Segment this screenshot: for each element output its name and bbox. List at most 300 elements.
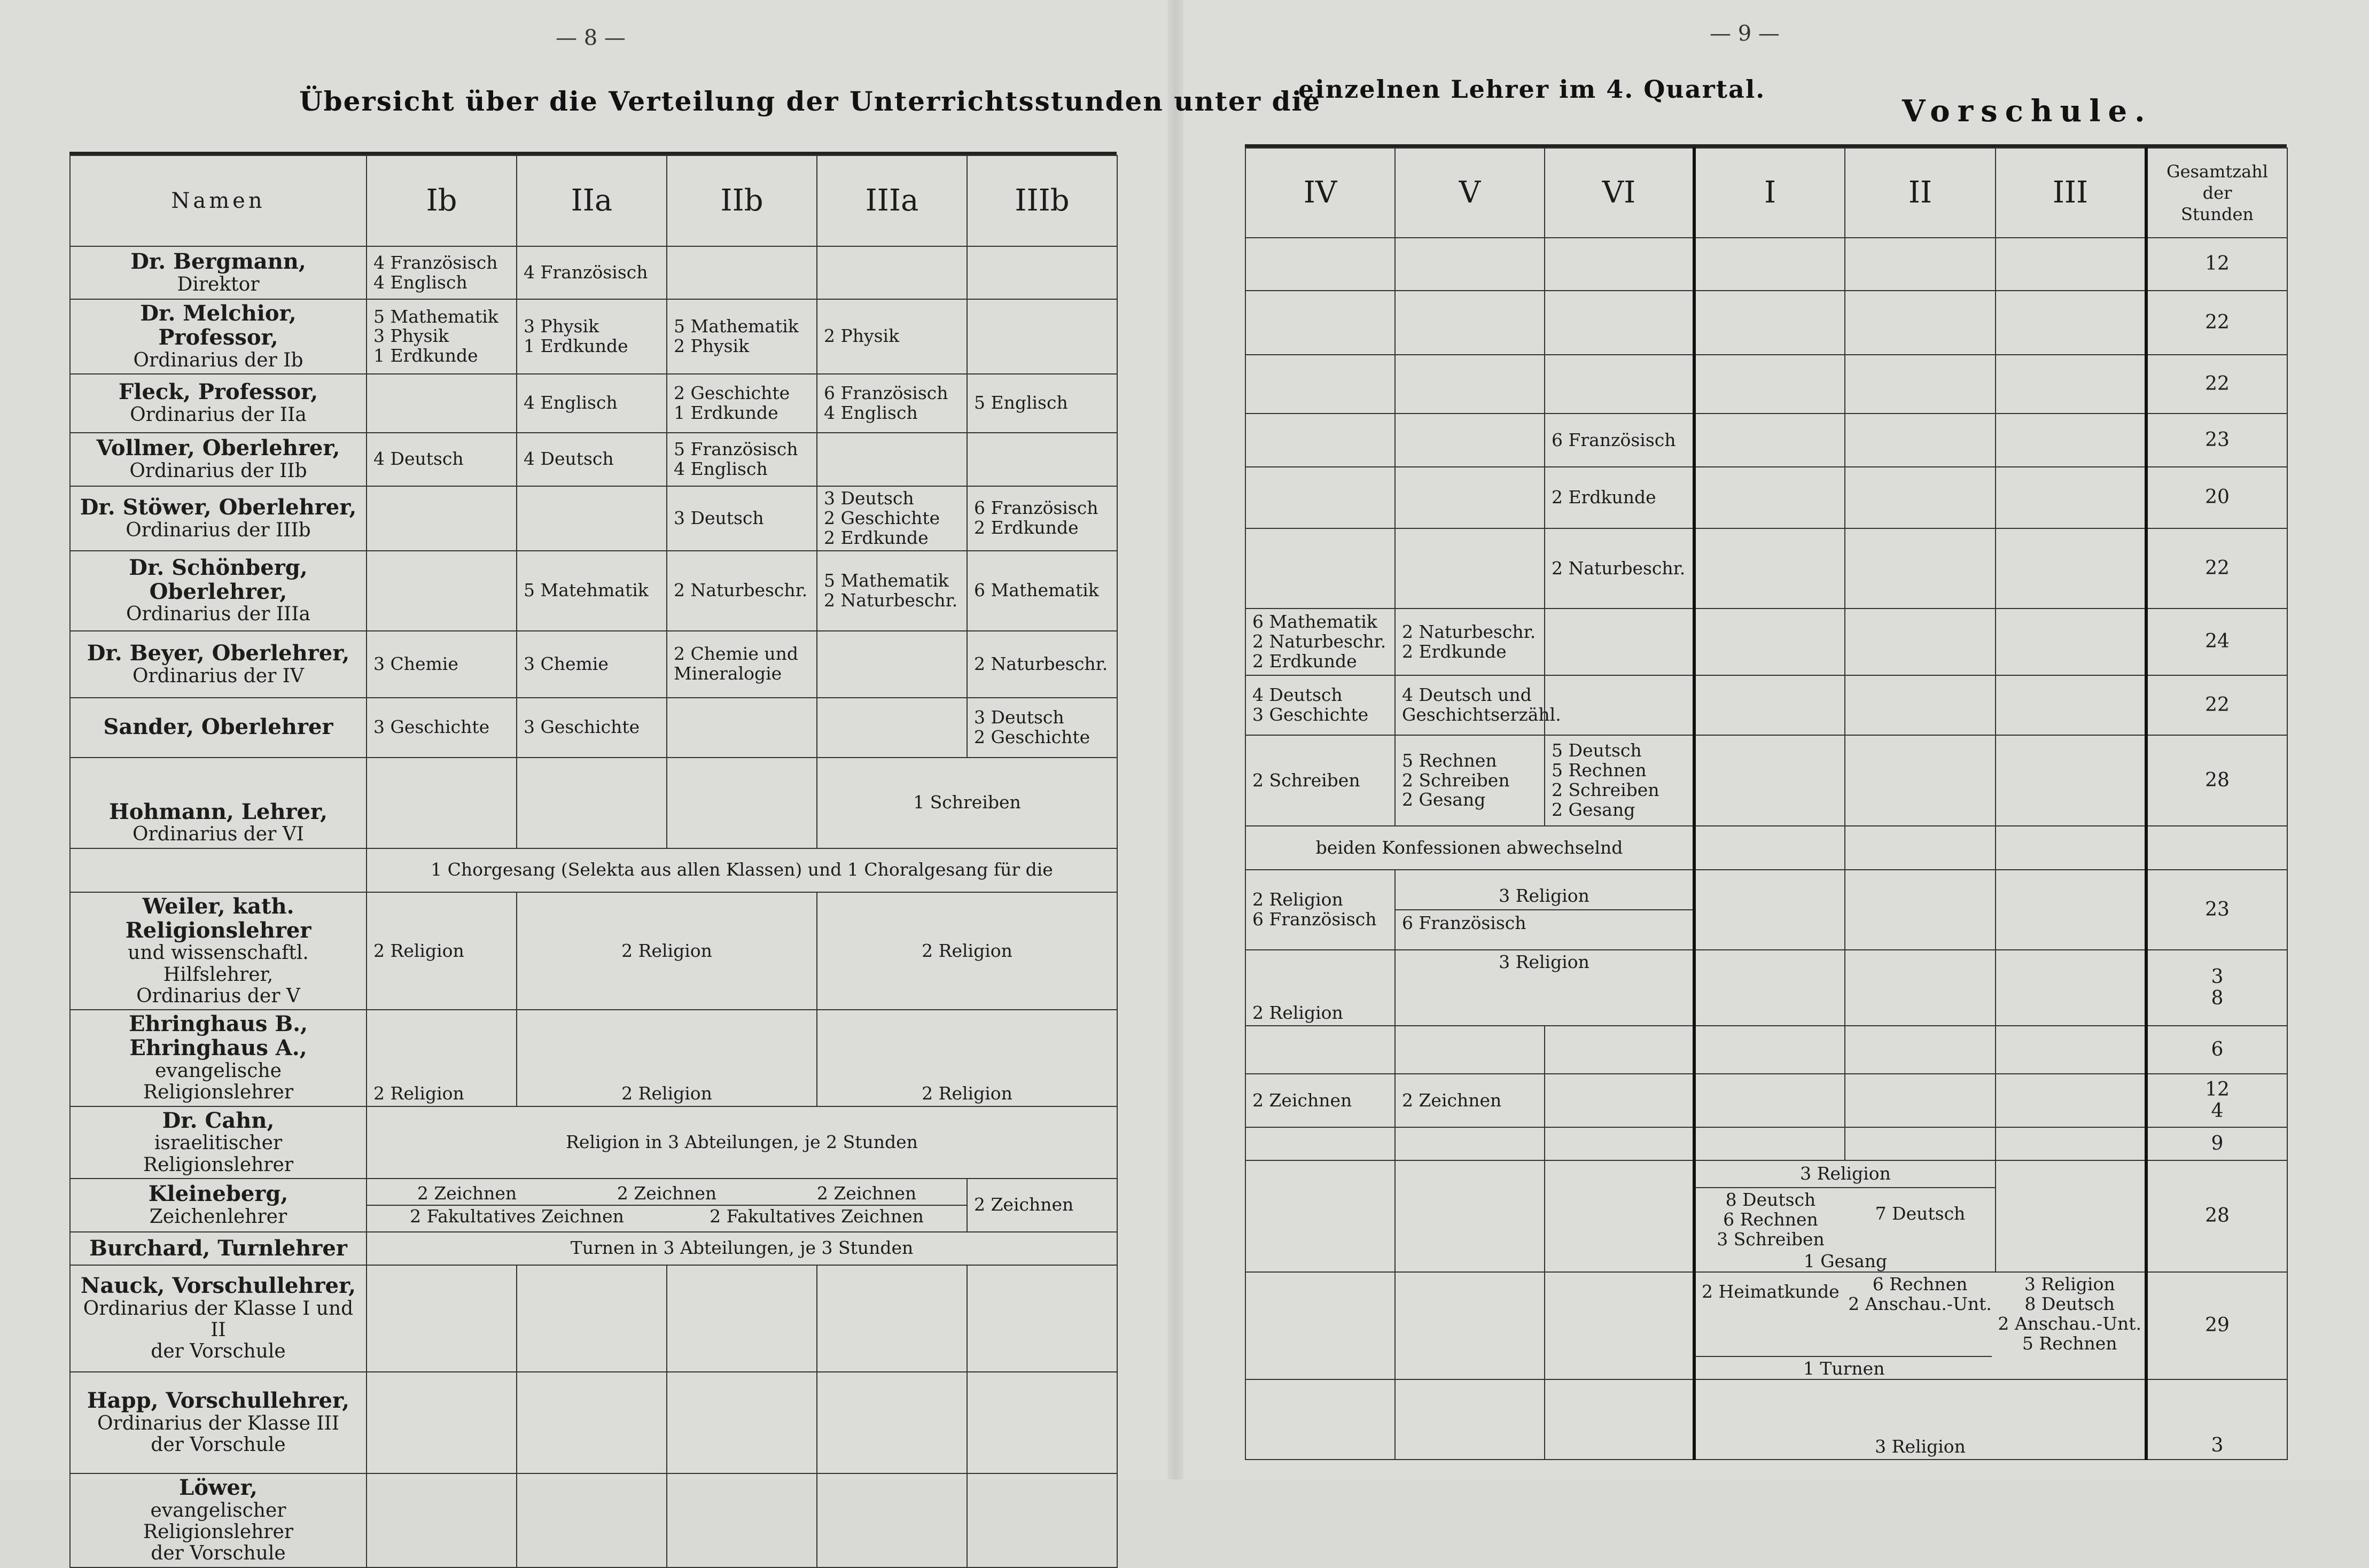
page-heading-left: Übersicht über die Verteilung der Unterrichtsstunden unter die [299, 85, 1321, 117]
cell-iia: 4 Deutsch [517, 433, 667, 486]
cell-iv [1245, 1127, 1395, 1160]
cell-iib [667, 1265, 817, 1372]
cell-iv [1245, 238, 1395, 291]
teacher-role: Ordinarius der Klasse III [97, 1413, 339, 1435]
cell-iib: 5 Mathematik 2 Physik [667, 299, 817, 374]
cell-vi [1545, 1160, 1694, 1272]
teacher-cell [70, 698, 367, 758]
table-row [70, 631, 1117, 698]
table-row [1245, 950, 2287, 1026]
cell-vor-iii [1996, 1074, 2146, 1127]
cell-vor-i [1694, 870, 1845, 950]
cell-vor-ii [1845, 467, 1996, 528]
cell-vor-i [1694, 735, 1845, 826]
cell-vor-iii [1996, 735, 2146, 826]
cell-v: 5 Rechnen 2 Schreiben 2 Gesang [1395, 735, 1545, 826]
cell-total: 3 [2146, 1379, 2287, 1460]
teacher-name: Happ, Vorschullehrer, [87, 1388, 350, 1414]
cell-ib: 5 Mathematik 3 Physik 1 Erdkunde [367, 299, 517, 374]
cell-vor-ii [1845, 355, 1996, 414]
cell-iib: 2 Chemie und Mineralogie [667, 631, 817, 698]
cell-iiib: 5 Englisch [967, 374, 1117, 433]
cell-vor-ii [1845, 414, 1996, 467]
cell-iiib [967, 1473, 1117, 1567]
cell-iia-iib: 2 Religion [517, 1010, 817, 1106]
table-row [1245, 528, 2287, 609]
teacher-role: Ordinarius der VI [133, 823, 304, 846]
lesson-table-right [1245, 147, 2288, 1460]
table-row [70, 758, 1117, 848]
teacher-name: Dr. Beyer, Oberlehrer, [87, 640, 350, 666]
teacher-cell [70, 758, 367, 848]
table-row [1245, 826, 2287, 870]
cell-iiia [817, 698, 967, 758]
cell-vor-ii [1845, 1074, 1996, 1127]
choir-note: 1 Chorgesang (Selekta aus allen Klassen) und 1 Choralgesang für die [367, 848, 1117, 892]
cell-vor-iii [1996, 1026, 2146, 1074]
cell-vor-ii [1845, 1127, 1996, 1160]
teacher-cell [70, 1179, 367, 1232]
cell-iiia: 2 Physik [817, 299, 967, 374]
cell-ib: 2 Religion [367, 892, 517, 1010]
teacher-role: der Vorschule [151, 1542, 286, 1565]
kleineberg-zeichnen-row [367, 1183, 967, 1206]
table-row [1245, 1160, 2287, 1272]
table-row [1245, 238, 2287, 291]
teacher-name: Dr. Stöwer, Oberlehrer, [80, 494, 357, 520]
cell-ib [367, 374, 517, 433]
cell-iia [517, 486, 667, 551]
table-row [1245, 1272, 2287, 1379]
cell-total: 12 [2146, 238, 2287, 291]
cell-vor-iii [1996, 414, 2146, 467]
table-row [70, 374, 1117, 433]
cell-vor-ii [1845, 528, 1996, 609]
col-header-total: Gesamtzahl der Stunden [2146, 148, 2287, 238]
cell-iib: 3 Deutsch [667, 486, 817, 551]
teacher-role: israelitischer Religionslehrer [143, 1132, 294, 1176]
col-header-vor-ii: II [1845, 148, 1996, 238]
happ-vor-ii: 6 Rechnen 2 Anschau.-Unt. [1848, 1273, 1992, 1314]
cell-iiib [967, 246, 1117, 299]
table-row [70, 1179, 1117, 1232]
cell-v [1395, 1160, 1545, 1272]
cell-vi: 5 Deutsch 5 Rechnen 2 Schreiben 2 Gesang [1545, 735, 1694, 826]
teacher-role: und wissenschaftl. Hilfslehrer, [128, 942, 309, 986]
cell-total: 24 [2146, 609, 2287, 675]
cell-v [1395, 1272, 1545, 1379]
cell-ib: 2 Religion [367, 1010, 517, 1106]
kleineberg-lessons [367, 1179, 967, 1232]
cell-v [1395, 1127, 1545, 1160]
cell-iiib: 6 Mathematik [967, 551, 1117, 631]
table-row [70, 246, 1117, 299]
teacher-role: Ordinarius der IIb [129, 460, 307, 482]
table-row [1245, 870, 2287, 950]
cell-iiib: 2 Naturbeschr. [967, 631, 1117, 698]
cell-iia: 3 Chemie [517, 631, 667, 698]
cell-vor-i [1694, 238, 1845, 291]
cell-v [1395, 1026, 1545, 1074]
table-row [70, 299, 1117, 374]
cell-total: 22 [2146, 675, 2287, 735]
cell-ib: 3 Chemie [367, 631, 517, 698]
cell-iia [517, 1473, 667, 1567]
teacher-cell [70, 1106, 367, 1179]
cell-total: 23 [2146, 870, 2287, 950]
col-header-iiia: IIIa [817, 155, 967, 246]
cell-vi [1545, 355, 1694, 414]
cell-iv [1245, 1160, 1395, 1272]
teacher-cell [70, 374, 367, 433]
cell-iiib [967, 299, 1117, 374]
cell-ib [367, 551, 517, 631]
cell-iv [1245, 528, 1395, 609]
cell-total: 22 [2146, 291, 2287, 355]
cell-iiia-iiib: 2 Religion [817, 892, 1117, 1010]
cell-ib-iia: 2 Zeichnen [417, 1182, 517, 1204]
cell-vor-iii [1996, 467, 2146, 528]
nauck-vor-ii: 7 Deutsch [1875, 1203, 1966, 1224]
lesson-table-left [69, 155, 1118, 1568]
col-header-iv: IV [1245, 148, 1395, 238]
cell-vi: 2 Erdkunde [1545, 467, 1694, 528]
table-row [1245, 1127, 2287, 1160]
cell-vor-ii [1845, 870, 1996, 950]
cell-ib [367, 1473, 517, 1567]
header-row [70, 155, 1117, 246]
cell-iiia: 2 Zeichnen [816, 1182, 917, 1204]
teacher-name: Ehringhaus B., [128, 1011, 308, 1037]
nauck-vor-i: 8 Deutsch 6 Rechnen 3 Schreiben [1717, 1189, 1825, 1250]
col-header-v: V [1395, 148, 1545, 238]
col-header-iia: IIa [517, 155, 667, 246]
cell-v [1395, 355, 1545, 414]
cell-total: 20 [2146, 467, 2287, 528]
cell-iiia-iiib: 1 Schreiben [817, 758, 1117, 848]
teacher-role: Zeichenlehrer [149, 1206, 287, 1228]
teacher-cell [70, 551, 367, 631]
cell-total: 29 [2146, 1272, 2287, 1379]
cell-ib [367, 486, 517, 551]
cell-ib [367, 1372, 517, 1473]
teacher-name: Löwer, [179, 1475, 258, 1500]
cell-iiia: 5 Mathematik 2 Naturbeschr. [817, 551, 967, 631]
empty-name-cell [70, 848, 367, 892]
table-row [70, 1265, 1117, 1372]
table-row [70, 892, 1117, 1010]
teacher-name: Kleineberg, [148, 1181, 289, 1207]
cell-vor-i [1694, 355, 1845, 414]
cell-iiib: 2 Zeichnen [967, 1179, 1117, 1232]
teacher-cell [70, 433, 367, 486]
cell-vor-iii [1996, 870, 2146, 950]
cell-iib [667, 246, 817, 299]
cell-v [1395, 414, 1545, 467]
cell-iv [1245, 414, 1395, 467]
table-row [1245, 735, 2287, 826]
cell-iiia [817, 1473, 967, 1567]
teacher-name: Dr. Melchior, Professor, [140, 301, 297, 350]
cell-vi [1545, 1074, 1694, 1127]
happ-vorschule [1694, 1272, 2146, 1379]
cell-iiib: 3 Deutsch 2 Geschichte [967, 698, 1117, 758]
cell-vor-i [1694, 1127, 1845, 1160]
teacher-cell [70, 1473, 367, 1567]
kleineberg-fakultativ-row [367, 1206, 967, 1228]
cell-iiib [967, 433, 1117, 486]
teacher-cell [70, 631, 367, 698]
cell-iv: 6 Mathematik 2 Naturbeschr. 2 Erdkunde [1245, 609, 1395, 675]
cell-vor-i [1694, 467, 1845, 528]
table-row [70, 1372, 1117, 1473]
teacher-cell [70, 1232, 367, 1265]
cell-iv: 2 Zeichnen [1245, 1074, 1395, 1127]
cell-vor-iii [1996, 609, 2146, 675]
teacher-name: Dr. Schönberg, Oberlehrer, [129, 555, 308, 604]
teacher-name: Hohmann, Lehrer, [108, 799, 328, 824]
cell-iiib [967, 1265, 1117, 1372]
cell-iia: 4 Französisch [517, 246, 667, 299]
cell-iia [517, 758, 667, 848]
cell-iib [667, 698, 817, 758]
cell-v [1395, 528, 1545, 609]
cell-ib [367, 1265, 517, 1372]
weiler-franzoesisch: 6 Französisch [1402, 912, 1526, 933]
cell-iib: 5 Französisch 4 Englisch [667, 433, 817, 486]
cell-vor-ii [1845, 950, 1996, 1026]
cell-iia: 4 Englisch [517, 374, 667, 433]
cell-vor-ii [1845, 826, 1996, 870]
teacher-name: Ehringhaus A., [129, 1035, 307, 1061]
table-row [70, 848, 1117, 892]
total-value: 12 [2205, 1078, 2230, 1101]
cell-total [2146, 1074, 2287, 1127]
cell-iiia-iiib: 2 Religion [817, 1010, 1117, 1106]
cell-iia: 5 Matehmatik [517, 551, 667, 631]
book-gutter [1167, 0, 1183, 1479]
cell-total: 28 [2146, 735, 2287, 826]
cell-iia [517, 1265, 667, 1372]
cell-v: 2 Zeichnen [1395, 1074, 1545, 1127]
cell-v [1395, 1379, 1545, 1460]
total-value: 8 [2211, 987, 2224, 1009]
cell-iib: 2 Geschichte 1 Erdkunde [667, 374, 817, 433]
cell-vi [1545, 238, 1694, 291]
cell-total: 28 [2146, 1160, 2287, 1272]
cell-iiib [967, 1372, 1117, 1473]
cell-v [1395, 467, 1545, 528]
cell-vi [1545, 291, 1694, 355]
col-header-vor-i: I [1694, 148, 1845, 238]
table-row [70, 1232, 1117, 1265]
teacher-cell [70, 892, 367, 1010]
cell-iiia: 3 Deutsch 2 Geschichte 2 Erdkunde [817, 486, 967, 551]
cell-vi: 2 Naturbeschr. [1545, 528, 1694, 609]
cell-iiib: 6 Französisch 2 Erdkunde [967, 486, 1117, 551]
cell-iiia [817, 1372, 967, 1473]
col-header-namen: Namen [70, 155, 367, 246]
nauck-gesang: 1 Gesang [1803, 1250, 1888, 1271]
cell-fak2: 2 Fakultatives Zeichnen [710, 1205, 924, 1227]
cell-iib: 2 Naturbeschr. [667, 551, 817, 631]
cell-vor-ii [1845, 1026, 1996, 1074]
table-row [1245, 609, 2287, 675]
weiler-religion: 3 Religion [1396, 883, 1693, 910]
teacher-role: evangelische Religionslehrer [143, 1059, 294, 1104]
loewer-religion: 3 Religion [1694, 1379, 2146, 1460]
cell-vor-iii [1996, 826, 2146, 870]
cell-iiia: 6 Französisch 4 Englisch [817, 374, 967, 433]
cell-total: 22 [2146, 528, 2287, 609]
cell-vi [1545, 1026, 1694, 1074]
col-header-vor-iii: III [1996, 148, 2146, 238]
cell-iib [667, 758, 817, 848]
cell-vor-i [1694, 950, 1845, 1026]
col-header-vi: VI [1545, 148, 1694, 238]
header-row [1245, 148, 2287, 238]
cell-iv: 2 Religion [1245, 950, 1395, 1026]
happ-vor-i: 2 Heimatkunde [1701, 1281, 1840, 1302]
table-row [1245, 1074, 2287, 1127]
teacher-role: evangelischer Religionslehrer [143, 1499, 294, 1543]
cell-iib [667, 1372, 817, 1473]
cell-vor-i [1694, 414, 1845, 467]
ehringhaus-v-vi: 3 Religion [1395, 950, 1694, 1026]
cell-total: 6 [2146, 1026, 2287, 1074]
cell-vor-iii [1996, 355, 2146, 414]
happ-lessons [1696, 1273, 2145, 1356]
cell-vi [1545, 1127, 1694, 1160]
page-number-right: — 9 — [1710, 21, 1780, 46]
cell-vor-iii [1996, 675, 2146, 735]
cell-iv: 4 Deutsch 3 Geschichte [1245, 675, 1395, 735]
teacher-name: Weiler, kath. Religionslehrer [125, 893, 311, 943]
cell-vor-iii [1996, 1160, 2146, 1272]
cell-total [2146, 826, 2287, 870]
teacher-role: der Vorschule [151, 1340, 286, 1363]
cell-iv [1245, 1026, 1395, 1074]
teacher-cell [70, 1265, 367, 1372]
table-row [1245, 355, 2287, 414]
page-heading-right: einzelnen Lehrer im 4. Quartal. [1298, 75, 1766, 104]
cell-iv [1245, 291, 1395, 355]
cell-fak1: 2 Fakultatives Zeichnen [410, 1205, 624, 1227]
cell-iib: 2 Zeichnen [617, 1182, 717, 1204]
cell-v [1395, 291, 1545, 355]
table-row [1245, 467, 2287, 528]
cell-vor-i [1694, 826, 1845, 870]
cell-vor-iii [1996, 238, 2146, 291]
teacher-name: Dr. Cahn, [162, 1107, 275, 1133]
cell-vor-iii [1996, 1127, 2146, 1160]
col-header-iiib: IIIb [967, 155, 1117, 246]
cell-iiia [817, 1265, 967, 1372]
cell-vor-iii [1996, 950, 2146, 1026]
weiler-v-vi [1395, 870, 1694, 950]
cell-vi: 6 Französisch [1545, 414, 1694, 467]
cell-v [1395, 238, 1545, 291]
cell-iiia [817, 246, 967, 299]
teacher-name: Nauck, Vorschullehrer, [80, 1273, 356, 1299]
choir-note-cont: beiden Konfessionen abwechselnd [1245, 826, 1694, 870]
cell-vor-iii [1996, 291, 2146, 355]
teacher-cell [70, 486, 367, 551]
total-value: 4 [2211, 1100, 2224, 1122]
teacher-name: Fleck, Professor, [118, 379, 318, 405]
cell-total: 23 [2146, 414, 2287, 467]
cell-ib: 4 Deutsch [367, 433, 517, 486]
cell-iia-iib: 2 Religion [517, 892, 817, 1010]
col-header-ib: Ib [367, 155, 517, 246]
cell-vor-i [1694, 609, 1845, 675]
cell-vor-i [1694, 291, 1845, 355]
cell-ib: 4 Französisch 4 Englisch [367, 246, 517, 299]
cell-iiia [817, 631, 967, 698]
cell-vor-i [1694, 675, 1845, 735]
teacher-role: Ordinarius der IIIb [126, 519, 311, 541]
cell-vor-i [1694, 1026, 1845, 1074]
cell-iiia [817, 433, 967, 486]
teacher-name: Vollmer, Oberlehrer, [96, 435, 340, 461]
cell-iv [1245, 1272, 1395, 1379]
teacher-name: Dr. Bergmann, [130, 248, 306, 274]
cell-vor-iii [1996, 528, 2146, 609]
table-row [1245, 675, 2287, 735]
cell-ib: 3 Geschichte [367, 698, 517, 758]
cell-iv: 2 Religion 6 Französisch [1245, 870, 1395, 950]
table-row [1245, 1026, 2287, 1074]
table-row [70, 698, 1117, 758]
cell-iia: 3 Physik 1 Erdkunde [517, 299, 667, 374]
cell-v: 2 Naturbeschr. 2 Erdkunde [1395, 609, 1545, 675]
cell-vor-i [1694, 528, 1845, 609]
nauck-lessons [1696, 1188, 1995, 1252]
cell-vor-ii [1845, 609, 1996, 675]
cell-iv [1245, 467, 1395, 528]
cell-iib [667, 1473, 817, 1567]
cell-total [2146, 950, 2287, 1026]
table-row [70, 486, 1117, 551]
teacher-cell [70, 299, 367, 374]
teacher-name: Sander, Oberlehrer [103, 714, 333, 740]
teacher-cell [70, 1010, 367, 1106]
cell-iv: 2 Schreiben [1245, 735, 1395, 826]
table-row [70, 551, 1117, 631]
teacher-role: Ordinarius der IIa [130, 404, 307, 426]
happ-turnen: 1 Turnen [1696, 1356, 1992, 1379]
cell-vor-ii [1845, 675, 1996, 735]
cell-total: 9 [2146, 1127, 2287, 1160]
happ-vor-iii: 3 Religion 8 Deutsch 2 Anschau.-Unt. 5 Rechnen [1998, 1273, 2142, 1354]
cell-vor-ii [1845, 735, 1996, 826]
cell-vi [1545, 1272, 1694, 1379]
teacher-name: Burchard, Turnlehrer [89, 1235, 347, 1261]
teacher-role: Ordinarius der Klasse I und II [83, 1297, 354, 1341]
burchard-note: Turnen in 3 Abteilungen, je 3 Stunden [367, 1232, 1117, 1265]
total-value: 3 [2211, 965, 2224, 988]
table-row [70, 1473, 1117, 1567]
col-header-iib: IIb [667, 155, 817, 246]
cell-vor-i [1694, 1074, 1845, 1127]
cell-vi [1545, 675, 1694, 735]
teacher-role: Direktor [177, 273, 260, 295]
teacher-role: Ordinarius der V [136, 985, 300, 1007]
table-row [70, 1106, 1117, 1179]
cell-ib [367, 758, 517, 848]
teacher-role: der Vorschule [151, 1434, 286, 1456]
cell-total: 22 [2146, 355, 2287, 414]
